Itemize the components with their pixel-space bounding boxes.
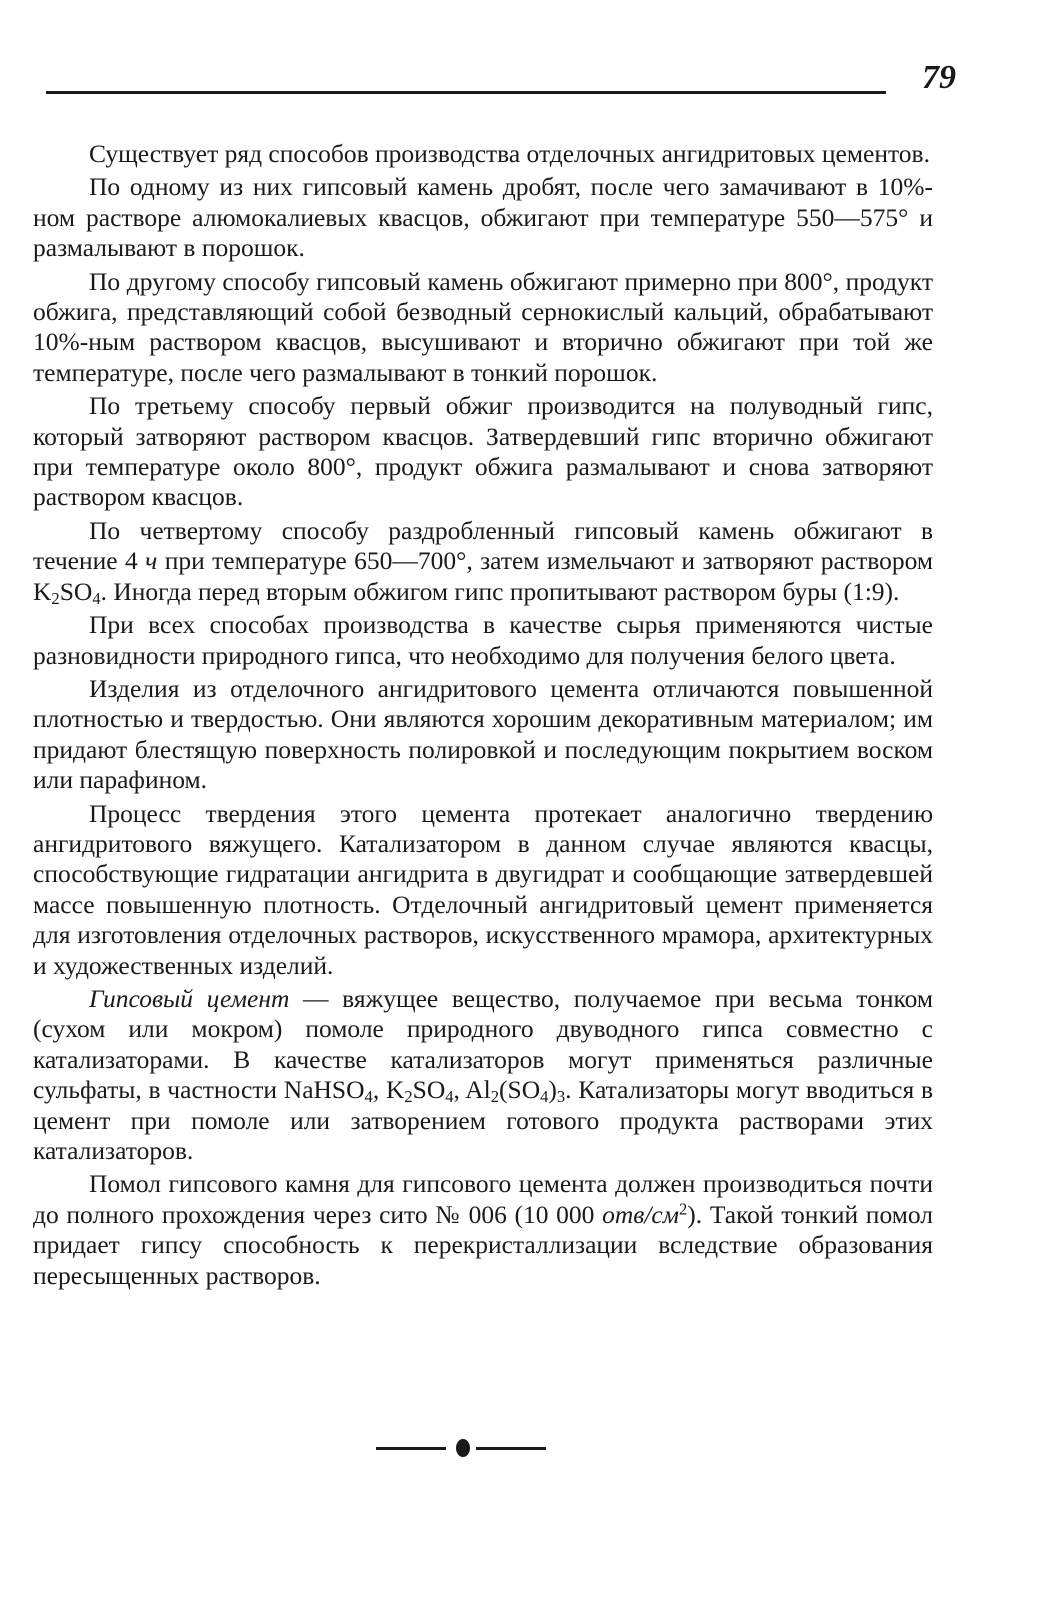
ornament-line-right — [476, 1447, 546, 1450]
text-run: ). Такой тонкий помол придает гипсу способность к перекристаллизации вследствие образования пересыщенных растворов. — [33, 1199, 933, 1290]
paragraph — [33, 610, 933, 671]
text-run: при температуре 650—700°, затем измельчают и затворяют раствором K — [33, 546, 933, 606]
subscript: 4 — [364, 1087, 373, 1107]
subscript: 2 — [490, 1087, 500, 1107]
text-run: Помол гипсового камня для гипсового цемента должен производиться почти до полного прохождения через сито № 006 (10 000 — [33, 1169, 933, 1229]
ornament-line-left — [376, 1447, 446, 1450]
text-run: (SO — [499, 1075, 541, 1105]
body-text — [33, 139, 933, 1294]
paragraph — [33, 516, 933, 607]
text-run: SO — [59, 576, 93, 606]
end-ornament — [376, 1436, 556, 1460]
page-number: 79 — [922, 59, 956, 96]
paragraph — [33, 984, 933, 1166]
text-run: При всех способах производства в качестве сырья применяются чистые разновидности природного гипса, что необходимо для получения белого цвета. — [33, 610, 933, 670]
text-run: . Катализаторы могут вводиться в цемент при помоле или затворением готового продукта растворами этих катализаторов. — [33, 1075, 933, 1165]
paragraph — [33, 674, 933, 796]
text-run: , K — [372, 1075, 405, 1105]
paragraph — [33, 1169, 933, 1291]
text-run: . Иногда перед вторым обжигом гипс пропитывают раствором буры (1:9). — [100, 576, 900, 606]
subscript: 4 — [540, 1087, 549, 1107]
paragraph — [57, 139, 933, 169]
text-run: — вяжущее вещество, получаемое при весьма тонком (сухом или мокром) помоле природного двуводного гипса совместно с катализаторами. В качестве катализаторов могут применяться различные сульфаты, в частности NaHSO — [33, 983, 933, 1105]
text-run: , Al — [453, 1075, 491, 1105]
text-run: ) — [548, 1075, 557, 1105]
paragraph — [33, 172, 933, 263]
paragraph — [33, 391, 933, 513]
running-header — [46, 60, 966, 100]
text-run: Изделия из отделочного ангидритового цемента отличаются повышенной плотностью и твердостью. Они являются хорошим декоративным материалом; им придают блестящую поверхность полировкой и последующим покрытием воском или парафином. — [33, 673, 933, 795]
subscript: 2 — [51, 588, 60, 608]
text-run: Существует ряд способов производства отделочных ангидритовых цементов. — [89, 139, 930, 168]
text-run: SO — [412, 1075, 446, 1105]
superscript: 2 — [679, 1199, 688, 1219]
italic-text: Гипсовый цемент — [89, 983, 290, 1013]
text-run: По четвертому способу раздробленный гипсовый камень обжигают в течение 4 — [33, 515, 933, 576]
text-run: По другому способу гипсовый камень обжигают примерно при 800°, продукт обжига, представляющий собой безводный сернокислый кальций, обрабатывают 10%-ным раствором квасцов, высушивают и вторично обжигают при той же температуре, после чего размалывают в тонкий порошок. — [33, 266, 933, 387]
subscript: 4 — [445, 1087, 454, 1107]
italic-text: ч — [145, 546, 158, 576]
italic-text: отв/см — [602, 1199, 679, 1229]
text-run: По одному из них гипсовый камень дробят, после чего замачивают в 10%-ном растворе алюмокалиевых квасцов, обжигают при температуре 550—575° и размалывают в порошок. — [33, 172, 933, 263]
ornament-dot — [456, 1439, 470, 1457]
subscript: 4 — [92, 588, 101, 608]
text-run: Процесс твердения этого цемента протекает аналогично твердению ангидритового вяжущего. Катализатором в данном случае являются квасцы, способствующие гидратации ангидрита в двугидрат и сообщающие затвердевшей массе повышенную плотность. Отделочный ангидритовый цемент применяется для изготовления отделочных растворов, искусственного мрамора, архитектурных и художественных изделий. — [33, 798, 933, 980]
paragraph — [33, 267, 933, 389]
subscript: 3 — [556, 1087, 566, 1107]
subscript: 2 — [404, 1087, 413, 1107]
paragraph — [33, 799, 933, 981]
text-run: По третьему способу первый обжиг производится на полуводный гипс, который затворяют раствором квасцов. Затвердевший гипс вторично обжигают при температуре около 800°, продукт обжига размалывают и снова затворяют раствором квасцов. — [33, 391, 933, 512]
header-rule — [46, 91, 886, 94]
